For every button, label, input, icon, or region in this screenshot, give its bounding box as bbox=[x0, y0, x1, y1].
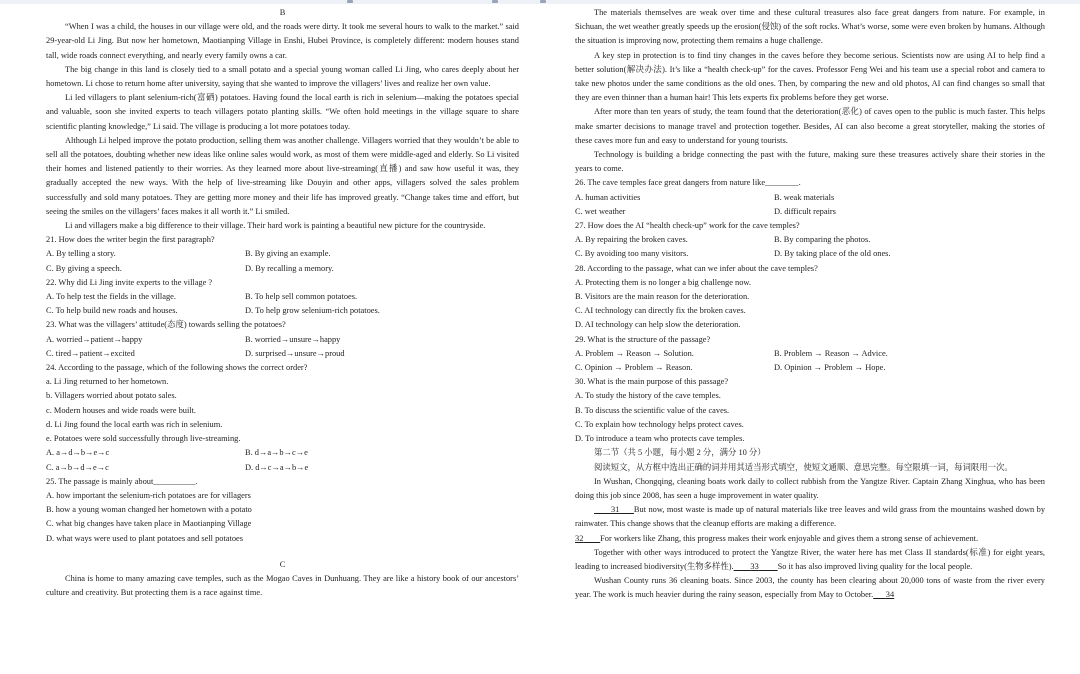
event-item: e. Potatoes were sold successfully through live-streaming. bbox=[46, 434, 241, 444]
option: C. a→b→d→e→c bbox=[46, 462, 109, 472]
question-24-events bbox=[46, 375, 519, 446]
cloze-paragraph bbox=[575, 532, 1045, 546]
option: D. To introduce a team who protects cave temples. bbox=[575, 434, 745, 444]
section-c-label: C bbox=[279, 559, 286, 569]
right-column bbox=[575, 6, 1045, 603]
cloze-text: But now, most waste is made up of natural materials like tree leaves and wild grass from the mountains washed down by rainwater. This change shows that the cleanup efforts are making a difference. bbox=[575, 505, 1046, 529]
event-item: a. Li Jing returned to her hometown. bbox=[46, 377, 169, 387]
option: D. By recalling a memory. bbox=[245, 263, 334, 273]
stem-text: 26. The cave temples face great dangers from nature like bbox=[575, 178, 766, 188]
blank-number: 31 bbox=[610, 505, 620, 515]
question-22-stem: 22. Why did Li Jing invite experts to the village ? bbox=[46, 277, 213, 287]
option: A. human activities bbox=[575, 192, 641, 202]
blank-number: 33 bbox=[750, 561, 759, 571]
toolbar-dot-icon bbox=[540, 0, 546, 3]
stem-end: . bbox=[195, 476, 198, 486]
passage-b-paragraph: Li led villagers to plant selenium-rich(富硒) potatoes. Having found the local earth is rich in selenium—making the potatoes special and valuable, soon she invited experts to teach villagers potato planting skills. “We often hold meetings in the village square to share scientific planting knowledge,” Li said. The village is producing a lot more potatoes today. bbox=[46, 93, 519, 131]
question-22-options bbox=[46, 290, 519, 318]
part2-heading: 第二节（共 5 小题，每小题 2 分，满分 10 分） bbox=[594, 448, 766, 458]
option: A. how important the selenium-rich potatoes are for villagers bbox=[46, 490, 251, 500]
question-23-stem: 23. What was the villagers’ attitude(态度) towards selling the potatoes? bbox=[46, 320, 286, 330]
question-25-options bbox=[46, 489, 519, 546]
option: C. wet weather bbox=[575, 206, 626, 216]
option: A. worried→patient→happy bbox=[46, 334, 143, 344]
question-27-options bbox=[575, 233, 1045, 261]
passage-c-paragraph: China is home to many amazing cave temples, such as the Mogao Caves in Dunhuang. They are like a history book of our ancestors’ culture and creativity. But protecting them is a race against time. bbox=[46, 573, 519, 598]
option: C. what big changes have taken place in Maotianping Village bbox=[46, 519, 252, 529]
blank-number: 34 bbox=[885, 590, 895, 600]
option: C. Opinion → Problem → Reason. bbox=[575, 363, 693, 373]
option: B. By comparing the photos. bbox=[774, 235, 871, 245]
passage-b-paragraph: Although Li helped improve the potato production, selling them was another challenge. Villagers worried that they wouldn’t be able to sell all the potatoes, doubting whether new ideas like online sales would work, as most of them were middle-aged and elderly. So Li visited their homes and listened patiently to their worries. As they learned more about live-streaming(直播) and saw how useful it was, they gradually accepted the new ways. With the help of live-streaming like Douyin and other apps, villagers solved the sales problem successfully and sold many potatoes. They are getting more money and their life has improved greatly. “Change takes time and effort, but seeing the smiles on the villagers’ faces makes it all worth it.” Li smiled. bbox=[46, 135, 519, 216]
option: D. difficult repairs bbox=[774, 206, 836, 216]
question-29-stem: 29. What is the structure of the passage? bbox=[575, 334, 711, 344]
event-item: b. Villagers worried about potato sales. bbox=[46, 391, 177, 401]
cloze-blank-31[interactable] bbox=[594, 505, 634, 514]
question-29-options bbox=[575, 347, 1045, 375]
section-b-label: B bbox=[279, 8, 286, 17]
question-25-stem bbox=[46, 475, 519, 489]
cloze-paragraph: In Wushan, Chongqing, cleaning boats work daily to collect rubbish from the Yangtze River. Captain Zhang Xinghua, who has been doing this job since 2008, has seen a huge improvement in water quality. bbox=[575, 476, 1045, 500]
cloze-paragraph bbox=[575, 546, 1045, 574]
option: C. tired→patient→excited bbox=[46, 348, 135, 358]
question-23-options bbox=[46, 333, 519, 361]
option: B. To discuss the scientific value of the caves. bbox=[575, 405, 730, 415]
option: B. d→a→b→c→e bbox=[245, 448, 308, 458]
event-item: d. Li Jing found the local earth was rich in selenium. bbox=[46, 419, 223, 429]
option: B. worried→unsure→happy bbox=[245, 334, 341, 344]
option: A. Problem → Reason → Solution. bbox=[575, 348, 694, 358]
question-30-stem: 30. What is the main purpose of this passage? bbox=[575, 377, 729, 387]
option: A. Protecting them is no longer a big challenge now. bbox=[575, 277, 751, 287]
passage-c-paragraph: Technology is building a bridge connecting the past with the future, making sure these treasures actively share their stories in the years to come. bbox=[575, 150, 1045, 174]
option: B. how a young woman changed her hometown with a potato bbox=[46, 505, 252, 515]
option: D. what ways were used to plant potatoes and sell potatoes bbox=[46, 533, 243, 543]
part2-instruction: 阅读短文，从方框中选出正确的词并用其适当形式填空，使短文通顺、意思完整。每空限填一词，每词限用一次。 bbox=[594, 462, 1013, 472]
question-26-options bbox=[575, 191, 1045, 219]
question-24-options bbox=[46, 446, 519, 474]
option: A. By telling a story. bbox=[46, 249, 116, 259]
option: C. By avoiding too many visitors. bbox=[575, 249, 689, 259]
passage-b-paragraph: “When I was a child, the houses in our village were old, and the roads were dirty. It took me several hours to walk to the market.” said 29-year-old Li Jing. But now her hometown, Maotianping Village in Enshi, Hubei Province, is completely different: modern houses stand tall, wide roads connect everything, and nearly every family owns a car. bbox=[46, 22, 519, 60]
option: A. By repairing the broken caves. bbox=[575, 235, 688, 245]
option: A. a→d→b→e→c bbox=[46, 448, 110, 458]
stem-end: . bbox=[798, 178, 801, 188]
cloze-text: Together with other ways introduced to protect the Yangtze River, the water here has met Class II standards(标准) for eight years, leading to increased biodiversity(生物多样性). bbox=[575, 547, 1045, 571]
option: B. Problem → Reason → Advice. bbox=[774, 348, 888, 358]
option: D. surprised→unsure→proud bbox=[245, 348, 345, 358]
passage-b-paragraph: Li and villagers make a big difference to their village. Their hard work is painting a beautiful new picture for the countryside. bbox=[65, 221, 486, 231]
option: C. To explain how technology helps protect caves. bbox=[575, 419, 744, 429]
blank-number: 32 bbox=[575, 533, 584, 543]
cloze-text: So it has also improved living quality for the local people. bbox=[777, 561, 973, 571]
passage-c-paragraph: After more than ten years of study, the team found that the deterioration(恶化) of caves open to the public is much faster. This helps make smarter decisions to manage travel and protection together. Besides, AI can also become a great storyteller, making the stories of these caves more fun and easy to understand for young tourists. bbox=[575, 107, 1045, 145]
question-26-stem bbox=[575, 176, 1045, 190]
toolbar-dot-icon bbox=[492, 0, 498, 3]
option: D. To help grow selenium-rich potatoes. bbox=[245, 306, 380, 316]
cloze-paragraph bbox=[575, 503, 1045, 531]
cloze-text: Wushan County runs 36 cleaning boats. Since 2003, the county has been clearing about 20,000 tons of waste from the river every year. The work is much heavier during the rainy season, especially from May to October. bbox=[575, 576, 1045, 600]
option: B. Visitors are the main reason for the deterioration. bbox=[575, 292, 750, 302]
option: A. To study the history of the cave temples. bbox=[575, 391, 721, 401]
answer-blank: __________ bbox=[153, 476, 196, 486]
question-27-stem: 27. How does the AI “health check-up” work for the cave temples? bbox=[575, 221, 800, 231]
option: C. AI technology can directly fix the broken caves. bbox=[575, 306, 746, 316]
option: C. By giving a speech. bbox=[46, 263, 122, 273]
top-toolbar-strip bbox=[0, 0, 1080, 4]
passage-b-paragraph: The big change in this land is closely tied to a small potato and a special young woman called Li Jing, who cares deeply about her hometown. Li chose to return home after university, saying that she wanted to improve the villagers’ lives and realize her own value. bbox=[46, 64, 519, 89]
option: D. AI technology can help slow the deterioration. bbox=[575, 320, 741, 330]
passage-c-paragraph: A key step in protection is to find tiny changes in the caves before they become serious. Scientists now are using AI to help find a better solution(解决办法). It’s like a “health check-up” for the caves. Professor Feng Wei and his team use a special robot and camera to take new photos under the same conditions as the old ones. Then, by comparing the new and old photos, AI can find changes so small that they are even thinner than a human hair! This lets experts fix problems before they get worse. bbox=[575, 50, 1045, 103]
option: B. weak materials bbox=[774, 192, 835, 202]
option: D. Opinion → Problem → Hope. bbox=[774, 363, 886, 373]
option: D. d→c→a→b→e bbox=[245, 462, 309, 472]
cloze-blank-33[interactable] bbox=[734, 562, 778, 571]
cloze-text: For workers like Zhang, this progress makes their work enjoyable and gives them a strong sense of achievement. bbox=[600, 533, 979, 543]
cloze-paragraph bbox=[575, 574, 1045, 602]
option: B. To help sell common potatoes. bbox=[245, 292, 358, 302]
question-28-stem: 28. According to the passage, what can we infer about the cave temples? bbox=[575, 263, 818, 273]
option: B. By giving an example. bbox=[245, 249, 331, 259]
option: D. By taking place of the old ones. bbox=[774, 249, 891, 259]
question-28-options bbox=[575, 276, 1045, 333]
cloze-blank-32[interactable] bbox=[575, 534, 600, 543]
option: A. To help test the fields in the village. bbox=[46, 292, 176, 302]
passage-c-paragraph: The materials themselves are weak over time and these cultural treasures also face great dangers from nature. For example, in Sichuan, the wet weather greatly speeds up the erosion(侵蚀) of the soft rocks. What’s worse, some were even broken by humans. Although the situation is improving now, protecting them remains a huge challenge. bbox=[575, 8, 1045, 46]
answer-blank: ________ bbox=[765, 178, 799, 188]
stem-text: 25. The passage is mainly about bbox=[46, 476, 154, 486]
left-column bbox=[46, 6, 519, 600]
event-item: c. Modern houses and wide roads were built. bbox=[46, 405, 197, 415]
option: C. To help build new roads and houses. bbox=[46, 306, 178, 316]
question-21-stem: 21. How does the writer begin the first paragraph? bbox=[46, 235, 215, 245]
question-21-options bbox=[46, 247, 519, 275]
cloze-blank-34[interactable] bbox=[873, 590, 894, 599]
toolbar-dot-icon bbox=[347, 0, 353, 3]
question-30-options bbox=[575, 389, 1045, 446]
question-24-stem: 24. According to the passage, which of the following shows the correct order? bbox=[46, 363, 308, 373]
